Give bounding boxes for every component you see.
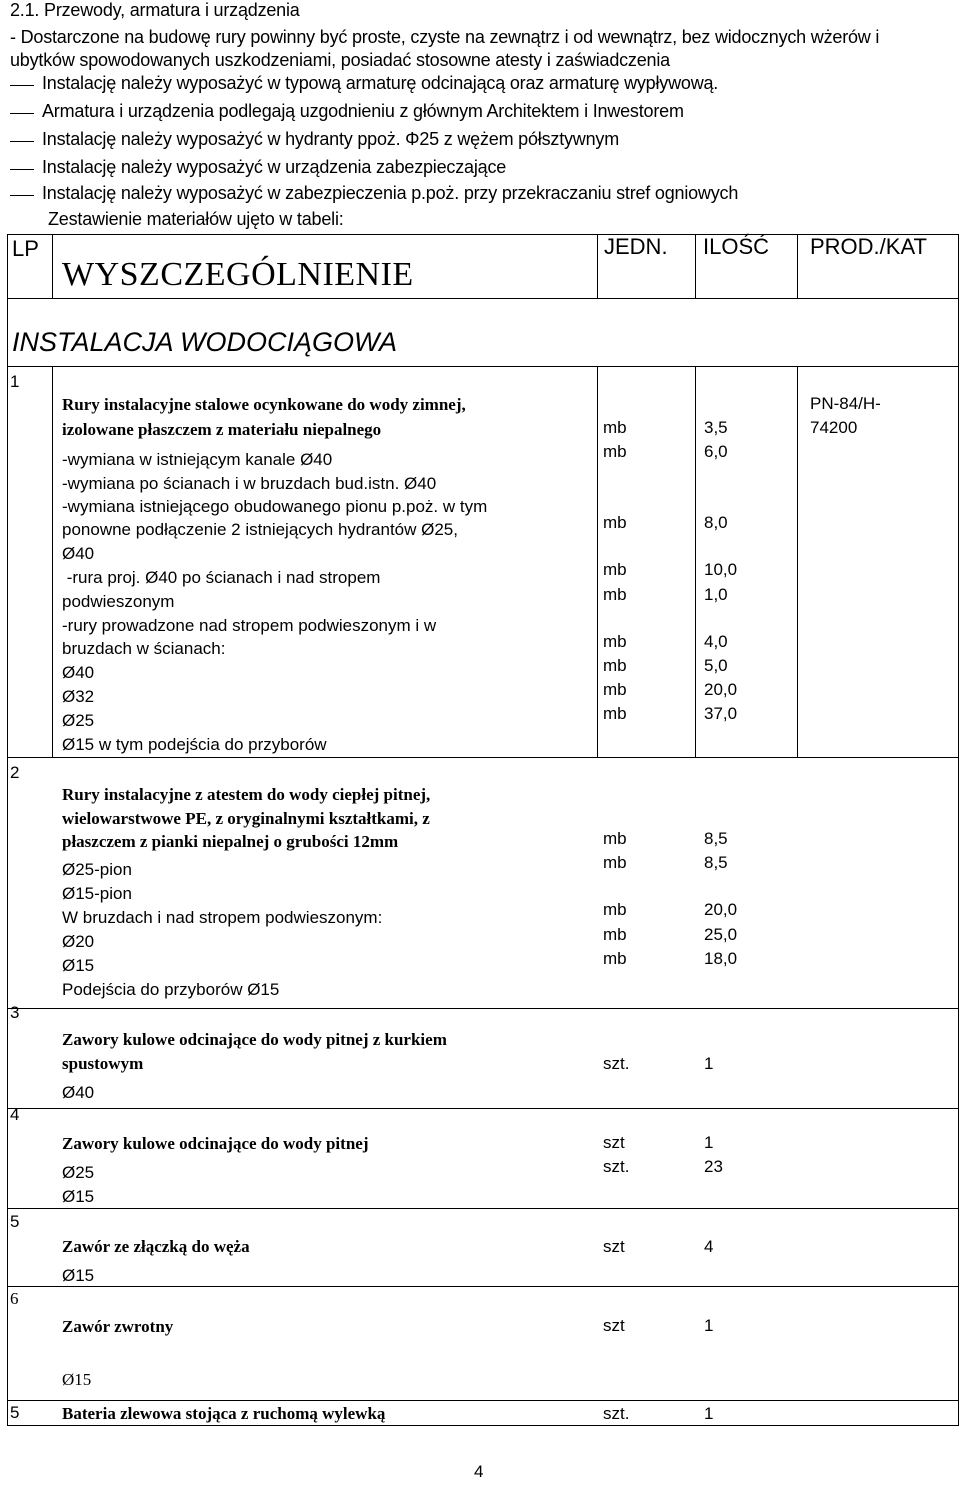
bullet-dash — [10, 85, 34, 86]
item-6-line: Ø15 — [62, 1370, 92, 1389]
lp-number: 2 — [10, 763, 20, 782]
item-1-line: -wymiana w istniejącym kanale Ø40 — [62, 450, 333, 469]
item-1-line: -rura proj. Ø40 po ścianach i nad stropem — [62, 568, 381, 587]
intro-line-3: Instalację należy wyposażyć w typową armaturę odcinającą oraz armaturę wypływową. — [42, 73, 719, 93]
row-border — [7, 1286, 959, 1287]
item-4-line: Ø25 — [62, 1163, 95, 1182]
item-1-title: Rury instalacyjne stalowe ocynkowane do wody zimnej, — [62, 395, 466, 414]
lp-number: 1 — [10, 372, 20, 391]
item-1-unit: mb — [603, 585, 627, 604]
row-border — [7, 757, 959, 758]
table-left-border — [7, 234, 8, 298]
intro-line-6: Instalację należy wyposażyć w urządzenia zabezpieczające — [42, 157, 507, 177]
header-quantity: ILOŚĆ — [703, 234, 770, 259]
item-5-quantity: 4 — [704, 1237, 714, 1256]
item-1-quantity: 8,0 — [704, 513, 728, 532]
item-1-quantity: 1,0 — [704, 585, 728, 604]
column-divider — [797, 234, 798, 298]
item-1-unit: mb — [603, 560, 627, 579]
column-divider — [52, 234, 53, 298]
item-2-line: Podejścia do przyborów Ø15 — [62, 980, 280, 999]
header-product: PROD./KAT — [810, 234, 927, 259]
column-divider — [695, 366, 696, 757]
item-7-quantity: 1 — [704, 1404, 714, 1423]
table-right-border — [958, 298, 959, 1425]
intro-line-8: Zestawienie materiałów ujęto w tabeli: — [48, 209, 344, 229]
item-6-unit: szt — [603, 1316, 625, 1335]
item-5-title: Zawór ze złączką do węża — [62, 1237, 250, 1256]
item-3-line: Ø40 — [62, 1083, 95, 1102]
item-1-unit: mb — [603, 632, 627, 651]
item-2-title: wielowarstwowe PE, z oryginalnymi kształtkami, z — [62, 809, 430, 828]
table-left-border — [7, 298, 8, 1425]
column-divider — [597, 366, 598, 757]
column-divider — [52, 366, 53, 757]
item-1-line: Ø40 — [62, 544, 95, 563]
item-4-unit: szt — [603, 1133, 625, 1152]
item-1-line: Ø32 — [62, 687, 95, 706]
item-6-title: Zawór zwrotny — [62, 1317, 174, 1336]
bullet-dash — [10, 113, 34, 114]
item-2-unit: mb — [603, 900, 627, 919]
item-1-quantity: 6,0 — [704, 442, 728, 461]
table-right-border — [958, 234, 959, 298]
item-1-quantity: 37,0 — [704, 704, 738, 723]
item-3-quantity: 1 — [704, 1054, 714, 1073]
item-1-line: -rury prowadzone nad stropem podwieszonym i w — [62, 616, 437, 635]
item-2-unit: mb — [603, 853, 627, 872]
item-1-line: -wymiana istniejącego obudowanego pionu p.poż. w tym — [62, 497, 488, 516]
lp-number: 4 — [10, 1105, 20, 1124]
table-header-border — [7, 298, 959, 299]
item-2-line: Ø15 — [62, 956, 95, 975]
item-1-line: podwieszonym — [62, 592, 175, 611]
item-1-quantity: 10,0 — [704, 560, 738, 579]
item-1-quantity: 4,0 — [704, 632, 728, 651]
item-1-line: -wymiana po ścianach i w bruzdach bud.istn. Ø40 — [62, 474, 437, 493]
item-3-title: spustowym — [62, 1054, 144, 1073]
row-border — [7, 1108, 959, 1109]
item-2-title: płaszczem z pianki niepalnej o grubości 12mm — [62, 832, 399, 851]
item-6-quantity: 1 — [704, 1316, 714, 1335]
lp-number: 5 — [10, 1403, 20, 1422]
row-border — [7, 1008, 959, 1009]
bullet-dash — [10, 195, 34, 196]
item-1-line: ponowne podłączenie 2 istniejących hydrantów Ø25, — [62, 520, 458, 539]
column-divider — [797, 366, 798, 757]
item-5-unit: szt — [603, 1237, 625, 1256]
item-1-title: izolowane płaszczem z materiału niepalnego — [62, 420, 382, 439]
item-2-line: Ø15-pion — [62, 884, 132, 903]
item-4-quantity: 1 — [704, 1133, 714, 1152]
lp-number: 5 — [10, 1212, 20, 1231]
group-row-border — [7, 366, 959, 367]
item-2-unit: mb — [603, 925, 627, 944]
item-2-line: Ø25-pion — [62, 860, 132, 879]
item-1-quantity: 3,5 — [704, 418, 728, 437]
intro-line-7: Instalację należy wyposażyć w zabezpieczenia p.poż. przy przekraczaniu stref ogniowych — [42, 183, 739, 203]
item-3-unit: szt. — [603, 1054, 630, 1073]
bullet-dash — [10, 169, 34, 170]
item-2-quantity: 18,0 — [704, 949, 738, 968]
item-4-line: Ø15 — [62, 1187, 95, 1206]
item-2-line: Ø20 — [62, 932, 95, 951]
item-5-line: Ø15 — [62, 1266, 95, 1285]
column-divider — [597, 234, 598, 298]
item-2-unit: mb — [603, 949, 627, 968]
item-2-quantity: 8,5 — [704, 853, 728, 872]
intro-line-2: ubytków spowodowanych uszkodzeniami, posiadać stosowne atesty i zaświadczenia — [10, 50, 670, 70]
item-1-line: Ø25 — [62, 711, 95, 730]
section-title: 2.1. Przewody, armatura i urządzenia — [10, 0, 300, 20]
intro-line-5: Instalację należy wyposażyć w hydranty ppoż. Φ25 z wężem półsztywnym — [42, 129, 620, 149]
item-3-title: Zawory kulowe odcinające do wody pitnej z kurkiem — [62, 1030, 447, 1049]
item-1-line: Ø40 — [62, 663, 95, 682]
intro-line-4: Armatura i urządzenia podlegają uzgodnieniu z głównym Architektem i Inwestorem — [42, 101, 684, 121]
bullet-dash — [10, 141, 34, 142]
item-1-product: PN-84/H- — [810, 394, 881, 413]
item-4-title: Zawory kulowe odcinające do wody pitnej — [62, 1134, 369, 1153]
item-2-quantity: 25,0 — [704, 925, 738, 944]
item-2-unit: mb — [603, 829, 627, 848]
item-1-unit: mb — [603, 656, 627, 675]
row-border — [7, 1208, 959, 1209]
item-1-quantity: 20,0 — [704, 680, 738, 699]
item-1-line: Ø15 w tym podejścia do przyborów — [62, 735, 327, 754]
lp-number: 6 — [10, 1289, 19, 1308]
lp-number: 3 — [10, 1003, 20, 1022]
item-1-quantity: 5,0 — [704, 656, 728, 675]
item-1-unit: mb — [603, 680, 627, 699]
item-1-unit: mb — [603, 418, 627, 437]
item-4-quantity: 23 — [704, 1157, 723, 1176]
item-2-quantity: 20,0 — [704, 900, 738, 919]
header-description: WYSZCZEGÓLNIENIE — [62, 256, 414, 293]
item-2-quantity: 8,5 — [704, 829, 728, 848]
item-2-line: W bruzdach i nad stropem podwieszonym: — [62, 908, 383, 927]
item-1-unit: mb — [603, 442, 627, 461]
item-1-unit: mb — [603, 704, 627, 723]
item-4-unit: szt. — [603, 1157, 630, 1176]
item-1-product: 74200 — [810, 418, 858, 437]
row-border — [7, 1400, 959, 1401]
header-lp: LP — [12, 236, 39, 261]
item-1-line: bruzdach w ścianach: — [62, 639, 226, 658]
header-unit: JEDN. — [604, 234, 668, 259]
group-title: INSTALACJA WODOCIĄGOWA — [12, 327, 398, 357]
item-7-title: Bateria zlewowa stojąca z ruchomą wylewką — [62, 1404, 386, 1423]
table-bottom-border — [7, 1425, 959, 1426]
item-7-unit: szt. — [603, 1404, 630, 1423]
intro-line-1: - Dostarczone na budowę rury powinny być proste, czyste na zewnątrz i od wewnątrz, bez widocznych wżerów i — [10, 27, 880, 47]
page-number: 4 — [474, 1462, 484, 1481]
column-divider — [695, 234, 696, 298]
item-1-unit: mb — [603, 513, 627, 532]
item-2-title: Rury instalacyjne z atestem do wody ciepłej pitnej, — [62, 785, 431, 804]
